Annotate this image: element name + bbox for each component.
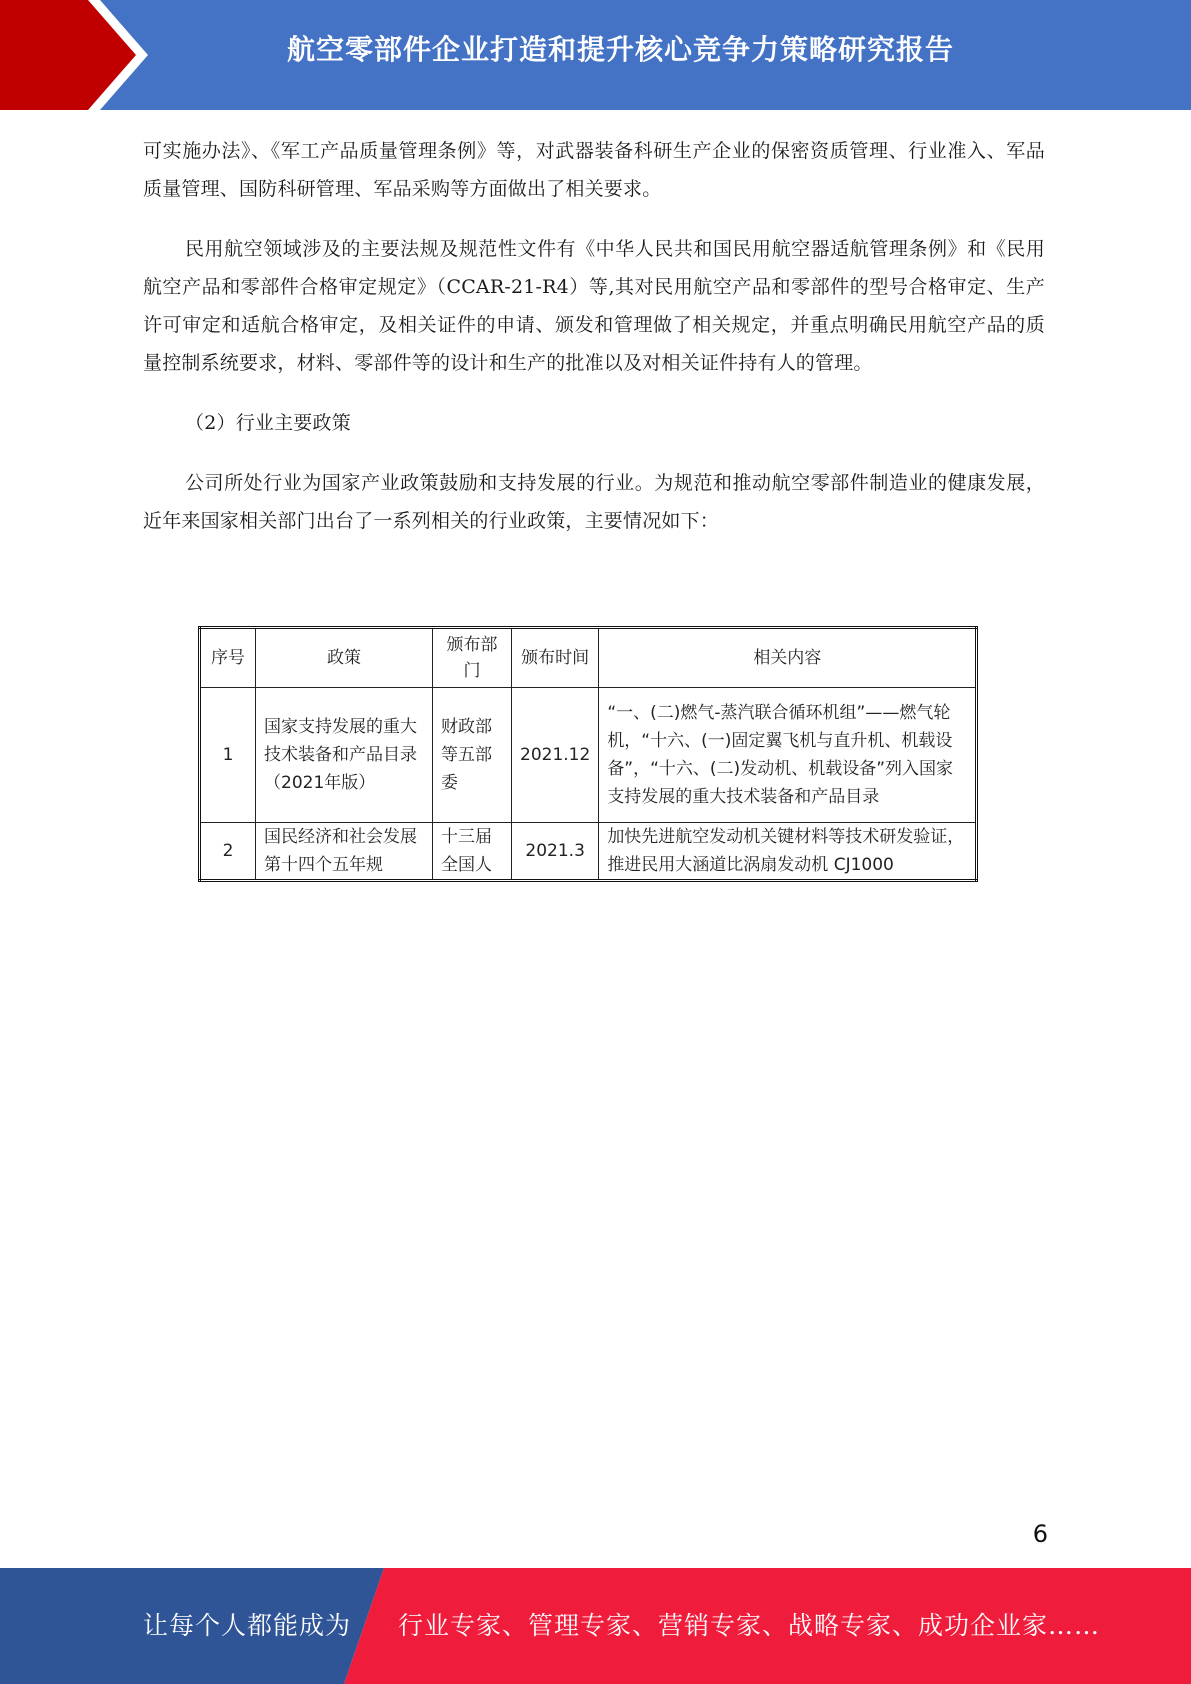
table-header-row bbox=[200, 628, 977, 688]
cell-no: 1 bbox=[200, 688, 256, 823]
header-policy: 政策 bbox=[256, 628, 433, 688]
paragraph-policy-intro: 公司所处行业为国家产业政策鼓励和支持发展的行业。为规范和推动航空零部件制造业的健康发展，近年来国家相关部门出台了一系列相关的行业政策，主要情况如下： bbox=[143, 472, 1045, 532]
cell-dept: 十三届全国人 bbox=[433, 823, 512, 881]
cell-dept: 财政部等五部委 bbox=[433, 688, 512, 823]
chevron-decoration-icon bbox=[0, 0, 160, 110]
document-body bbox=[143, 132, 1045, 540]
header-no: 序号 bbox=[200, 628, 256, 688]
policy-table-container bbox=[198, 626, 978, 882]
footer-slogan-left: 让每个人都能成为 bbox=[143, 1611, 352, 1640]
cell-policy: 国民经济和社会发展第十四个五年规 bbox=[256, 823, 433, 881]
policy-table bbox=[198, 626, 978, 882]
cell-content: 加快先进航空发动机关键材料等技术研发验证，推进民用大涵道比涡扇发动机 CJ1000 bbox=[599, 823, 977, 881]
page-footer bbox=[0, 1568, 1191, 1684]
header-time: 颁布时间 bbox=[512, 628, 599, 688]
header-content: 相关内容 bbox=[599, 628, 977, 688]
page-number: 6 bbox=[1032, 1520, 1048, 1548]
cell-time: 2021.12 bbox=[512, 688, 599, 823]
header-dept: 颁布部门 bbox=[433, 628, 512, 688]
cell-content: “一、(二)燃气-蒸汽联合循环机组”——燃气轮机，“十六、(一)固定翼飞机与直升机、机载设备”，“十六、(二)发动机、机载设备”列入国家支持发展的重大技术装备和产品目录 bbox=[599, 688, 977, 823]
cell-time: 2021.3 bbox=[512, 823, 599, 881]
report-title: 航空零部件企业打造和提升核心竞争力策略研究报告 bbox=[286, 33, 954, 66]
table-row bbox=[200, 823, 977, 881]
footer-slogan-right: 行业专家、管理专家、营销专家、战略专家、成功企业家…… bbox=[398, 1611, 1101, 1640]
paragraph-regulations-continued: 可实施办法》、《军工产品质量管理条例》等，对武器装备科研生产企业的保密资质管理、行业准入、军品质量管理、国防科研管理、军品采购等方面做出了相关要求。 bbox=[143, 140, 1045, 200]
cell-no: 2 bbox=[200, 823, 256, 881]
table-row bbox=[200, 688, 977, 823]
section-heading-industry-policies: （2）行业主要政策 bbox=[185, 412, 351, 434]
paragraph-civil-aviation-regulations: 民用航空领域涉及的主要法规及规范性文件有《中华人民共和国民用航空器适航管理条例》和《民用航空产品和零部件合格审定规定》（CCAR-21-R4）等,其对民用航空产品和零部件的型号合格审定、生产许可审定和适航合格审定，及相关证件的申请、颁发和管理做了相关规定，并重点明确民用航空产品的质量控制系统要求，材料、零部件等的设计和生产的批准以及对相关证件持有人的管理。 bbox=[143, 238, 1045, 374]
page-header bbox=[0, 0, 1191, 110]
cell-policy: 国家支持发展的重大技术装备和产品目录（2021年版） bbox=[256, 688, 433, 823]
